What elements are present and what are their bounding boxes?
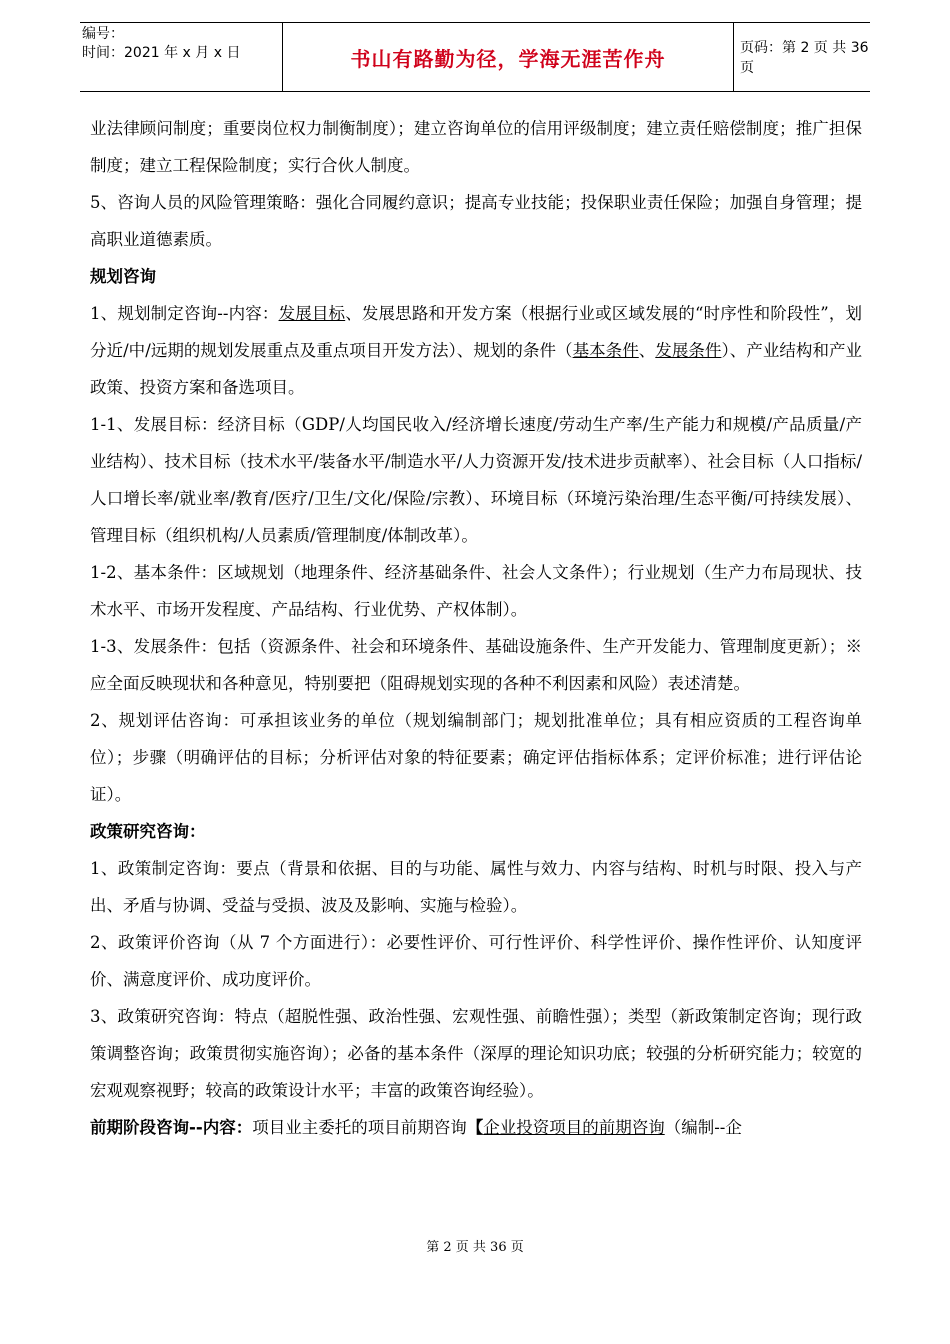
section-heading: 政策研究咨询： (90, 822, 206, 841)
paragraph: 2、政策评价咨询（从 7 个方面进行）：必要性评价、可行性评价、科学性评价、操作性评价、认知度评价、满意度评价、成功度评价。 (90, 933, 862, 989)
paragraph: 业法律顾问制度；重要岗位权力制衡制度）；建立咨询单位的信用评级制度；建立责任赔偿制度；推广担保制度；建立工程保险制度；实行合伙人制度。 (90, 119, 862, 175)
paragraph: 1-3、发展条件：包括（资源条件、社会和环境条件、基础设施条件、生产开发能力、管理制度更新）；※应全面反映现状和各种意见，特别要把（阻碍规划实现的各种不利因素和风险）表述清楚。 (90, 637, 862, 693)
underlined-term: 发展条件 (655, 341, 722, 360)
paragraph: 5、咨询人员的风险管理策略：强化合同履约意识；提高专业技能；投保职业责任保险；加强自身管理；提高职业道德素质。 (90, 193, 862, 249)
bold-lead: 前期阶段咨询--内容： (90, 1118, 253, 1137)
document-time-label: 时间：2021 年 x 月 x 日 (82, 45, 241, 61)
text-run: ）、产业结构和产业政策、投资方案和备选项目。 (90, 341, 863, 397)
text-run: 、发展思路和开发方案（根据行业或区域发展的“时序性和阶段性”，划分近/中/远期的规划发展重点及重点项目开发方法）、规划的条件（ (90, 304, 862, 360)
paragraph (90, 295, 862, 406)
paragraph: 1-2、基本条件：区域规划（地理条件、经济基础条件、社会人文条件）；行业规划（生产力布局现状、技术水平、市场开发程度、产品结构、行业优势、产权体制）。 (90, 563, 862, 619)
header-divider (733, 23, 734, 91)
page-footer: 第 2 页 共 36 页 (426, 1240, 524, 1255)
text-run: 项目业主委托的项目前期咨询 (252, 1118, 467, 1137)
bracket: 【 (466, 1118, 484, 1137)
text-run: 、 (638, 341, 656, 360)
paragraph: 1-1、发展目标：经济目标（GDP/人均国民收入/经济增长速度/劳动生产率/生产能力和规模/产品质量/产业结构）、技术目标（技术水平/装备水平/制造水平/人力资源开发/技术进步贡献率）、社会目标（人口指标/人口增长率/就业率/教育/医疗/卫生/文化/保险/宗教）、环境目标（环境污染治理/生态平衡/可持续发展）、管理目标（组织机构/人员素质/管理制度/体制改革）。 (90, 415, 862, 545)
header-motto: 书山有路勤为径，学海无涯苦作舟 (350, 46, 666, 71)
underlined-term: 基本条件 (572, 341, 639, 360)
paragraph: 2、规划评估咨询：可承担该业务的单位（规划编制部门；规划批准单位；具有相应资质的工程咨询单位）；步骤（明确评估的目标；分析评估对象的特征要素；确定评估指标体系；定评价标准；进行评估论证）。 (90, 711, 862, 804)
paragraph: 1、政策制定咨询：要点（背景和依据、目的与功能、属性与效力、内容与结构、时机与时限、投入与产出、矛盾与协调、受益与受损、波及及影响、实施与检验）。 (90, 859, 862, 915)
document-body (90, 110, 862, 1146)
header-meta (80, 23, 280, 93)
text-run: （编制--企 (664, 1118, 742, 1137)
header-page-number: 页码：第 2 页 共 36 页 (740, 40, 869, 76)
paragraph: 3、政策研究咨询：特点（超脱性强、政治性强、宏观性强、前瞻性强）；类型（新政策制定咨询；现行政策调整咨询；政策贯彻实施咨询）；必备的基本条件（深厚的理论知识功底；较强的分析研究能力；较宽的宏观观察视野；较高的政策设计水平；丰富的政策咨询经验）。 (90, 1007, 862, 1100)
section-heading: 规划咨询 (90, 267, 156, 286)
document-number-label: 编号： (82, 26, 124, 42)
text-run: 1、规划制定咨询--内容： (90, 304, 279, 323)
page-header (80, 22, 870, 92)
paragraph (90, 1109, 862, 1146)
underlined-term: 发展目标 (278, 304, 346, 323)
underlined-term: 企业投资项目的前期咨询 (483, 1118, 665, 1137)
